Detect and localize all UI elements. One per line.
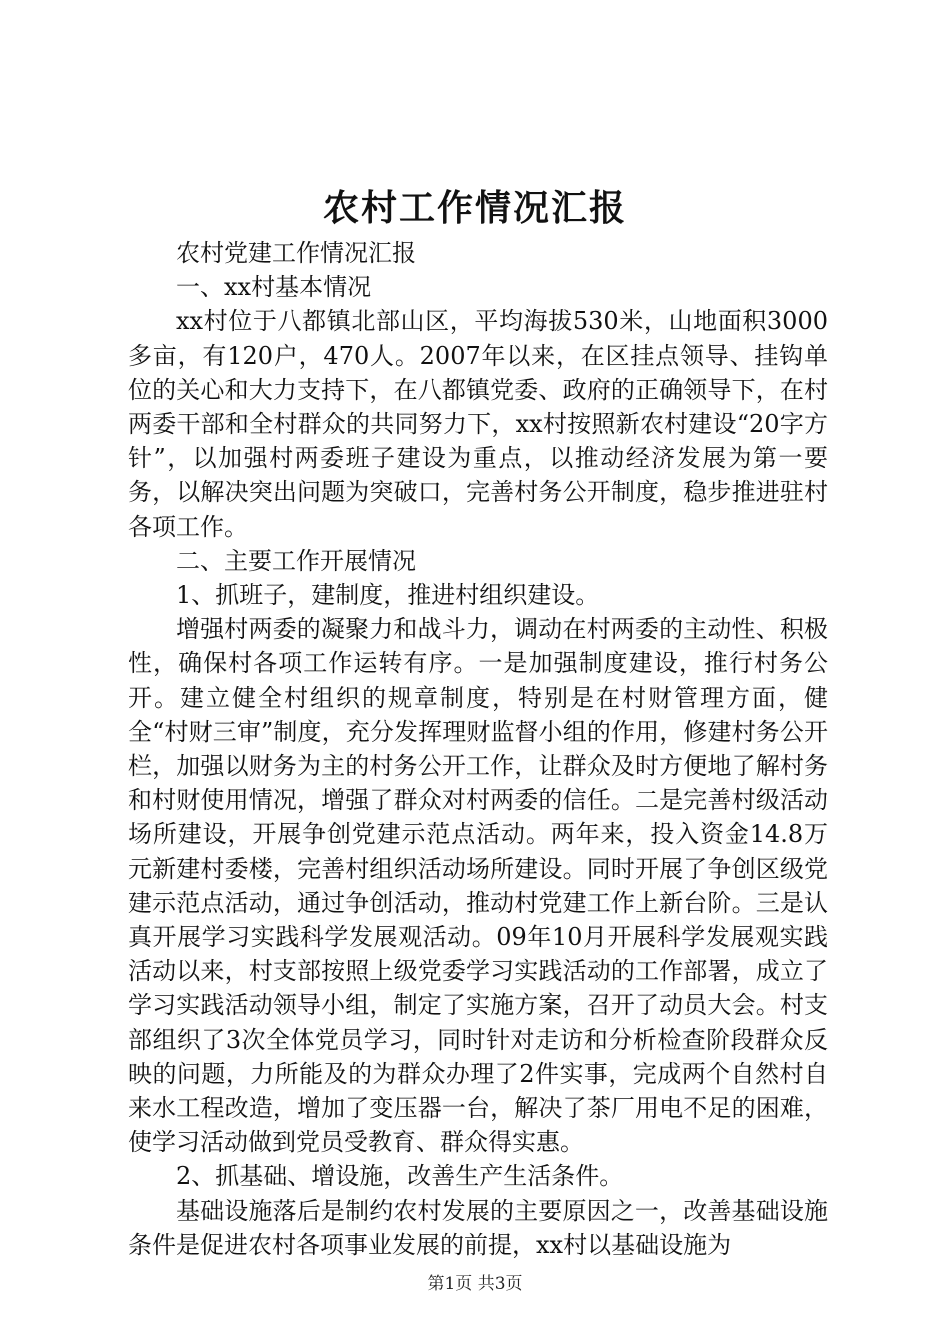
subsection-heading-1: 1、抓班子，建制度，推进村组织建设。 — [176, 581, 600, 610]
paragraph-infrastructure: 基础设施落后是制约农村发展的主要原因之一，改善基础设施条件是促进农村各项事业发展的前提，xx村以基础设施为 — [128, 1196, 828, 1259]
paragraph-subtitle: 农村党建工作情况汇报 — [176, 239, 416, 267]
document-title: 农村工作情况汇报 — [322, 187, 627, 229]
paragraph-organization-building: 增强村两委的凝聚力和战斗力，调动在村两委的主动性、积极性，确保村各项工作运转有序。一是加强制度建设，推行村务公开。建立健全村组织的规章制度，特别是在村财管理方面，健全“村财三审”制度，充分发挥理财监督小组的作用，修建村务公开栏，加强以财务为主的村务公开工作，让群众及时方便地了解村务和村财使用情况，增强了群众对村两委的信任。二是完善村级活动场所建设，开展争创党建示范点活动。两年来，投入资金14.8万元新建村委楼，完善村组织活动场所建设。同时开展了争创区级党建示范点活动，通过争创活动，推动村党建工作上新台阶。三是认真开展学习实践科学发展观活动。09年10月开展科学发展观实践活动以来，村支部按照上级党委学习实践活动的工作部署，成立了学习实践活动领导小组，制定了实施方案，召开了动员大会。村支部组织了3次全体党员学习，同时针对走访和分析检查阶段群众反映的问题，力所能及的为群众办理了2件实事，完成两个自然村自来水工程改造，增加了变压器一台，解决了茶厂用电不足的困难，使学习活动做到党员受教育、群众得实惠。 — [128, 615, 828, 1157]
section-heading-2: 二、主要工作开展情况 — [176, 546, 416, 575]
document-body — [128, 236, 828, 1262]
paragraph-basic-info: xx村位于八都镇北部山区，平均海拔530米，山地面积3000多亩，有120户，470人。2007年以来，在区挂点领导、挂钩单位的关心和大力支持下，在八都镇党委、政府的正确领导下，在村两委干部和全村群众的共同努力下，xx村按照新农村建设“20字方针”，以加强村两委班子建设为重点，以推动经济发展为第一要务，以解决突出问题为突破口，完善村务公开制度，稳步推进驻村各项工作。 — [128, 307, 828, 541]
page-number-footer: 第1页 共3页 — [427, 1274, 523, 1294]
subsection-heading-2: 2、抓基础、增设施，改善生产生活条件。 — [176, 1162, 624, 1191]
section-heading-1: 一、xx村基本情况 — [176, 273, 372, 302]
